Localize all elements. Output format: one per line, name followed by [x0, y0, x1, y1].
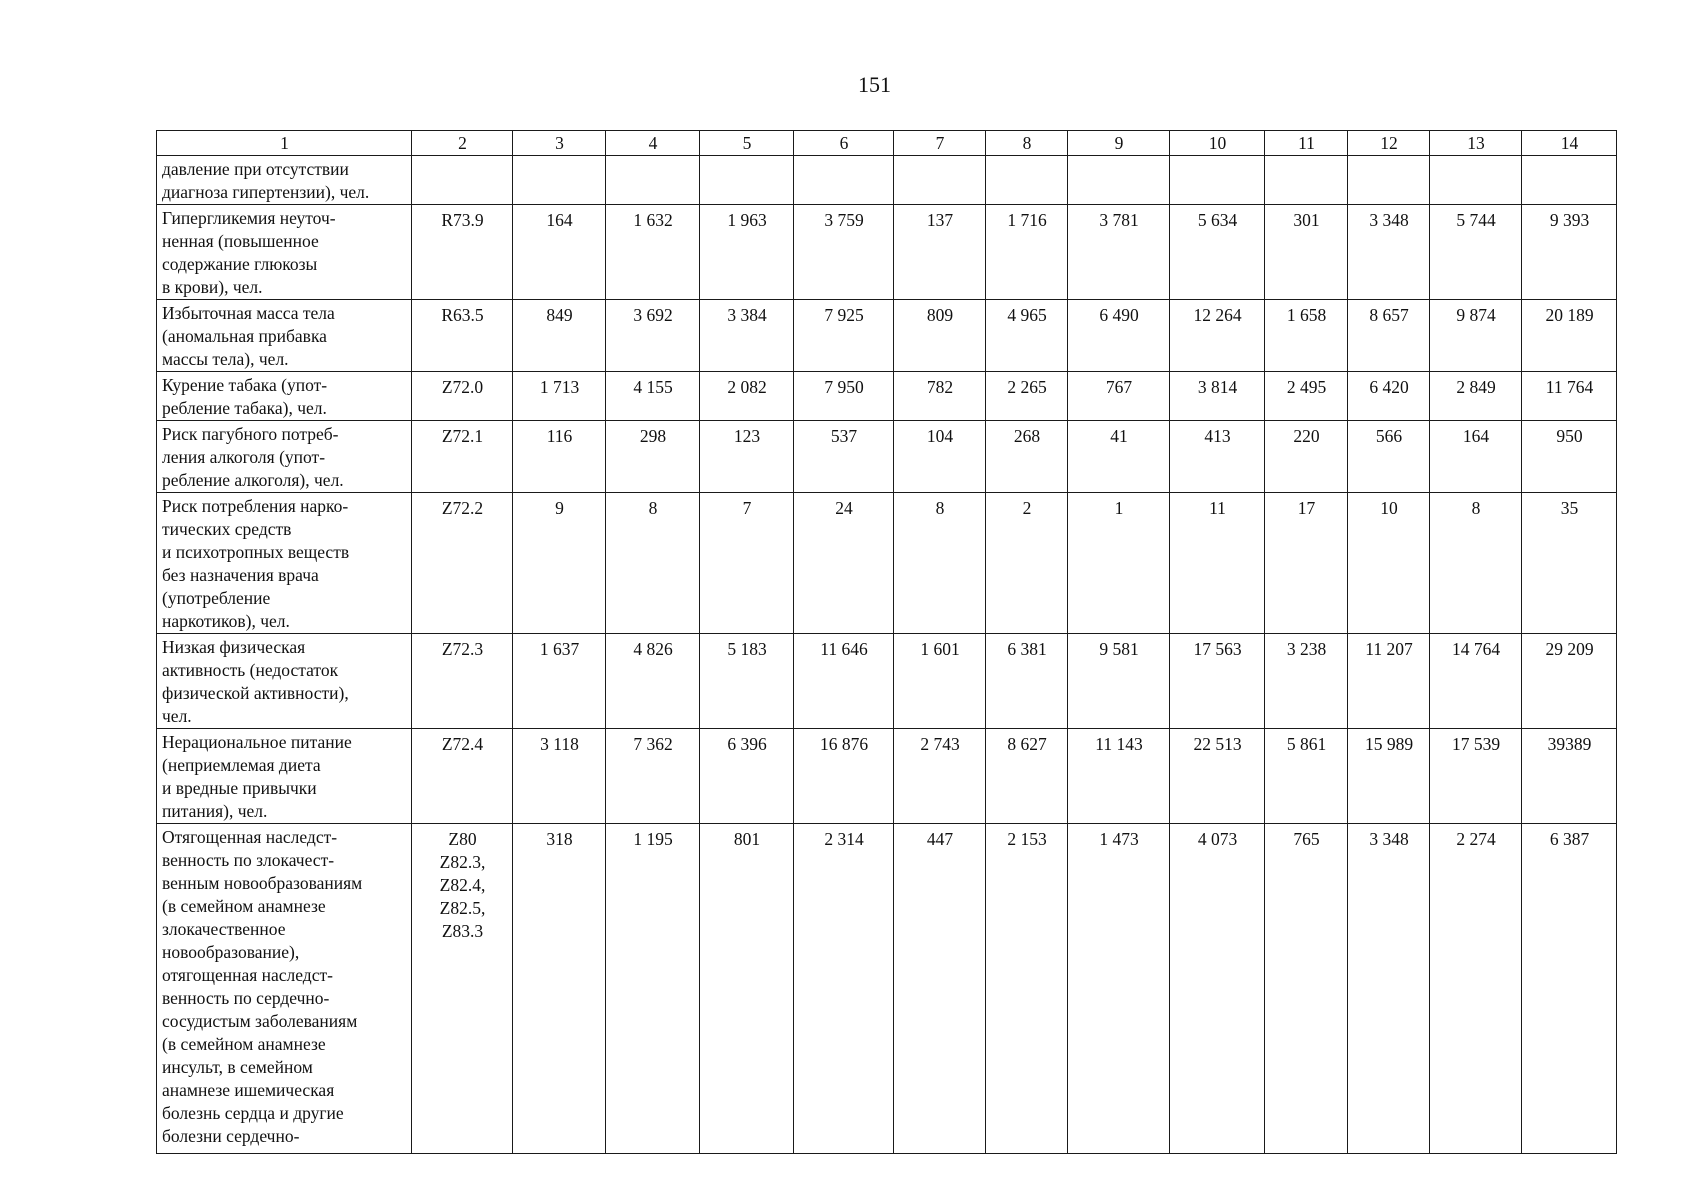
value-cell	[1430, 156, 1522, 205]
description-line: чел.	[162, 706, 192, 726]
code-line: Z72.2	[441, 498, 484, 518]
value-cell: 11 646	[794, 634, 894, 729]
value-cell: 116	[513, 421, 606, 493]
value-cell: 7	[700, 493, 794, 634]
value-cell: 12 264	[1170, 300, 1265, 372]
description-line: в крови), чел.	[162, 277, 263, 297]
row-description	[157, 824, 412, 1154]
value-cell: 1 637	[513, 634, 606, 729]
value-cell: 4 155	[606, 372, 700, 421]
value-cell: 782	[894, 372, 986, 421]
value-cell: 5 183	[700, 634, 794, 729]
header-cell: 13	[1430, 131, 1522, 156]
description-line: болезнь сердца и другие	[162, 1103, 344, 1123]
description-line: наркотиков), чел.	[162, 611, 290, 631]
table-row	[157, 421, 1617, 493]
value-cell	[513, 156, 606, 205]
description-line: ления алкоголя (упот-	[162, 447, 326, 467]
value-cell: 2 265	[986, 372, 1068, 421]
header-cell: 11	[1265, 131, 1348, 156]
value-cell: 11	[1170, 493, 1265, 634]
value-cell: 8 657	[1348, 300, 1430, 372]
header-cell: 9	[1068, 131, 1170, 156]
description-line: давление при отсутствии	[162, 159, 349, 179]
value-cell: 29 209	[1522, 634, 1617, 729]
value-cell: 7 925	[794, 300, 894, 372]
value-cell: 413	[1170, 421, 1265, 493]
value-cell: 104	[894, 421, 986, 493]
icd-code	[412, 493, 513, 634]
value-cell: 16 876	[794, 729, 894, 824]
value-cell: 17	[1265, 493, 1348, 634]
header-cell: 7	[894, 131, 986, 156]
header-cell: 3	[513, 131, 606, 156]
value-cell: 220	[1265, 421, 1348, 493]
description-line: венность по сердечно-	[162, 988, 330, 1008]
value-cell: 3 118	[513, 729, 606, 824]
value-cell: 8	[894, 493, 986, 634]
header-cell: 4	[606, 131, 700, 156]
value-cell: 3 814	[1170, 372, 1265, 421]
description-line: Низкая физическая	[162, 637, 306, 657]
header-cell: 1	[157, 131, 412, 156]
value-cell: 9 874	[1430, 300, 1522, 372]
value-cell: 2	[986, 493, 1068, 634]
value-cell: 17 539	[1430, 729, 1522, 824]
value-cell: 7 950	[794, 372, 894, 421]
table-row	[157, 634, 1617, 729]
value-cell: 4 965	[986, 300, 1068, 372]
code-line: Z72.4	[441, 734, 484, 754]
value-cell: 1 963	[700, 205, 794, 300]
icd-code	[412, 205, 513, 300]
value-cell: 3 238	[1265, 634, 1348, 729]
value-cell: 10	[1348, 493, 1430, 634]
statistics-table	[156, 130, 1617, 1154]
value-cell: 137	[894, 205, 986, 300]
row-description	[157, 493, 412, 634]
header-row	[157, 131, 1617, 156]
value-cell: 801	[700, 824, 794, 1154]
description-line: и психотропных веществ	[162, 542, 350, 562]
code-line: Z82.4,	[439, 875, 486, 895]
value-cell	[1068, 156, 1170, 205]
value-cell: 4 073	[1170, 824, 1265, 1154]
description-line: питания), чел.	[162, 801, 268, 821]
value-cell: 14 764	[1430, 634, 1522, 729]
header-cell: 14	[1522, 131, 1617, 156]
description-line: инсульт, в семейном	[162, 1057, 313, 1077]
value-cell: 9	[513, 493, 606, 634]
row-description	[157, 421, 412, 493]
value-cell: 3 759	[794, 205, 894, 300]
description-line: физической активности),	[162, 683, 349, 703]
description-line: (аномальная прибавка	[162, 326, 327, 346]
value-cell: 5 634	[1170, 205, 1265, 300]
value-cell: 268	[986, 421, 1068, 493]
value-cell: 1 195	[606, 824, 700, 1154]
description-line: анамнезе ишемическая	[162, 1080, 335, 1100]
header-cell: 2	[412, 131, 513, 156]
value-cell: 9 393	[1522, 205, 1617, 300]
value-cell: 809	[894, 300, 986, 372]
value-cell: 5 861	[1265, 729, 1348, 824]
description-line: Нерациональное питание	[162, 732, 352, 752]
value-cell: 6 420	[1348, 372, 1430, 421]
value-cell: 22 513	[1170, 729, 1265, 824]
row-description	[157, 205, 412, 300]
description-line: венность по злокачест-	[162, 850, 335, 870]
value-cell: 298	[606, 421, 700, 493]
value-cell: 2 849	[1430, 372, 1522, 421]
icd-code	[412, 634, 513, 729]
value-cell: 41	[1068, 421, 1170, 493]
code-line: Z72.3	[441, 639, 484, 659]
value-cell: 3 348	[1348, 824, 1430, 1154]
value-cell: 849	[513, 300, 606, 372]
value-cell	[606, 156, 700, 205]
description-line: Избыточная масса тела	[162, 303, 335, 323]
header-cell: 6	[794, 131, 894, 156]
value-cell: 2 314	[794, 824, 894, 1154]
value-cell: 1 716	[986, 205, 1068, 300]
value-cell: 3 348	[1348, 205, 1430, 300]
description-line: (в семейном анамнезе	[162, 1034, 326, 1054]
value-cell: 6 490	[1068, 300, 1170, 372]
description-line: без назначения врача	[162, 565, 319, 585]
description-line: Курение табака (упот-	[162, 375, 328, 395]
value-cell: 1 713	[513, 372, 606, 421]
header-cell: 10	[1170, 131, 1265, 156]
code-line: Z82.3,	[439, 852, 486, 872]
value-cell: 3 692	[606, 300, 700, 372]
value-cell	[1348, 156, 1430, 205]
description-line: Риск потребления нарко-	[162, 496, 349, 516]
value-cell	[1522, 156, 1617, 205]
value-cell: 24	[794, 493, 894, 634]
description-line: ненная (повышенное	[162, 231, 319, 251]
value-cell: 8	[606, 493, 700, 634]
value-cell: 6 381	[986, 634, 1068, 729]
value-cell: 164	[1430, 421, 1522, 493]
value-cell: 767	[1068, 372, 1170, 421]
table-body	[157, 131, 1617, 1154]
value-cell: 17 563	[1170, 634, 1265, 729]
description-line: отягощенная наследст-	[162, 965, 333, 985]
value-cell	[700, 156, 794, 205]
icd-code	[412, 300, 513, 372]
description-line: Отягощенная наследст-	[162, 827, 338, 847]
description-line: Риск пагубного потреб-	[162, 424, 339, 444]
table-row	[157, 300, 1617, 372]
value-cell: 8 627	[986, 729, 1068, 824]
row-description	[157, 300, 412, 372]
value-cell: 765	[1265, 824, 1348, 1154]
value-cell: 1	[1068, 493, 1170, 634]
value-cell: 2 743	[894, 729, 986, 824]
value-cell: 1 601	[894, 634, 986, 729]
icd-code	[412, 372, 513, 421]
value-cell: 6 396	[700, 729, 794, 824]
description-line: содержание глюкозы	[162, 254, 318, 274]
value-cell	[1170, 156, 1265, 205]
code-line: Z80	[448, 829, 477, 849]
code-line: Z82.5,	[439, 898, 486, 918]
code-line: R73.9	[441, 210, 484, 230]
value-cell: 39389	[1522, 729, 1617, 824]
value-cell: 3 384	[700, 300, 794, 372]
value-cell: 566	[1348, 421, 1430, 493]
value-cell	[794, 156, 894, 205]
icd-code	[412, 824, 513, 1154]
icd-code	[412, 729, 513, 824]
value-cell	[1265, 156, 1348, 205]
value-cell: 5 744	[1430, 205, 1522, 300]
value-cell: 2 153	[986, 824, 1068, 1154]
description-line: (в семейном анамнезе	[162, 896, 326, 916]
description-line: массы тела), чел.	[162, 349, 289, 369]
table-row	[157, 824, 1617, 1154]
description-line: активность (недостаток	[162, 660, 339, 680]
code-line: Z72.1	[441, 426, 484, 446]
value-cell: 2 082	[700, 372, 794, 421]
header-cell: 5	[700, 131, 794, 156]
icd-code	[412, 156, 513, 205]
value-cell: 2 274	[1430, 824, 1522, 1154]
value-cell: 447	[894, 824, 986, 1154]
value-cell: 11 764	[1522, 372, 1617, 421]
table-row	[157, 493, 1617, 634]
header-cell: 8	[986, 131, 1068, 156]
value-cell: 15 989	[1348, 729, 1430, 824]
row-description	[157, 634, 412, 729]
table-row	[157, 156, 1617, 205]
row-description	[157, 729, 412, 824]
value-cell: 4 826	[606, 634, 700, 729]
table-row	[157, 729, 1617, 824]
value-cell: 11 143	[1068, 729, 1170, 824]
value-cell: 11 207	[1348, 634, 1430, 729]
description-line: Гипергликемия неуточ-	[162, 208, 336, 228]
description-line: диагноза гипертензии), чел.	[162, 182, 370, 202]
value-cell: 35	[1522, 493, 1617, 634]
value-cell: 9 581	[1068, 634, 1170, 729]
table-row	[157, 205, 1617, 300]
value-cell: 6 387	[1522, 824, 1617, 1154]
code-line: Z72.0	[441, 377, 484, 397]
description-line: злокачественное	[162, 919, 286, 939]
table-row	[157, 372, 1617, 421]
description-line: новообразование),	[162, 942, 300, 962]
description-line: тических средств	[162, 519, 292, 539]
value-cell: 164	[513, 205, 606, 300]
value-cell	[894, 156, 986, 205]
icd-code	[412, 421, 513, 493]
code-line: R63.5	[441, 305, 484, 325]
value-cell: 3 781	[1068, 205, 1170, 300]
description-line: и вредные привычки	[162, 778, 317, 798]
value-cell	[986, 156, 1068, 205]
value-cell: 950	[1522, 421, 1617, 493]
value-cell: 7 362	[606, 729, 700, 824]
description-line: (употребление	[162, 588, 271, 608]
description-line: венным новообразованиям	[162, 873, 363, 893]
value-cell: 123	[700, 421, 794, 493]
page-number: 151	[858, 72, 891, 97]
header-cell: 12	[1348, 131, 1430, 156]
value-cell: 1 632	[606, 205, 700, 300]
value-cell: 20 189	[1522, 300, 1617, 372]
code-line: Z83.3	[441, 921, 484, 941]
row-description	[157, 372, 412, 421]
value-cell: 8	[1430, 493, 1522, 634]
row-description	[157, 156, 412, 205]
value-cell: 318	[513, 824, 606, 1154]
value-cell: 1 473	[1068, 824, 1170, 1154]
value-cell: 1 658	[1265, 300, 1348, 372]
value-cell: 2 495	[1265, 372, 1348, 421]
description-line: ребление алкоголя), чел.	[162, 470, 344, 490]
value-cell: 537	[794, 421, 894, 493]
value-cell: 301	[1265, 205, 1348, 300]
description-line: сосудистым заболеваниям	[162, 1011, 358, 1031]
description-line: (неприемлемая диета	[162, 755, 321, 775]
description-line: болезни сердечно-	[162, 1126, 300, 1146]
description-line: ребление табака), чел.	[162, 398, 327, 418]
